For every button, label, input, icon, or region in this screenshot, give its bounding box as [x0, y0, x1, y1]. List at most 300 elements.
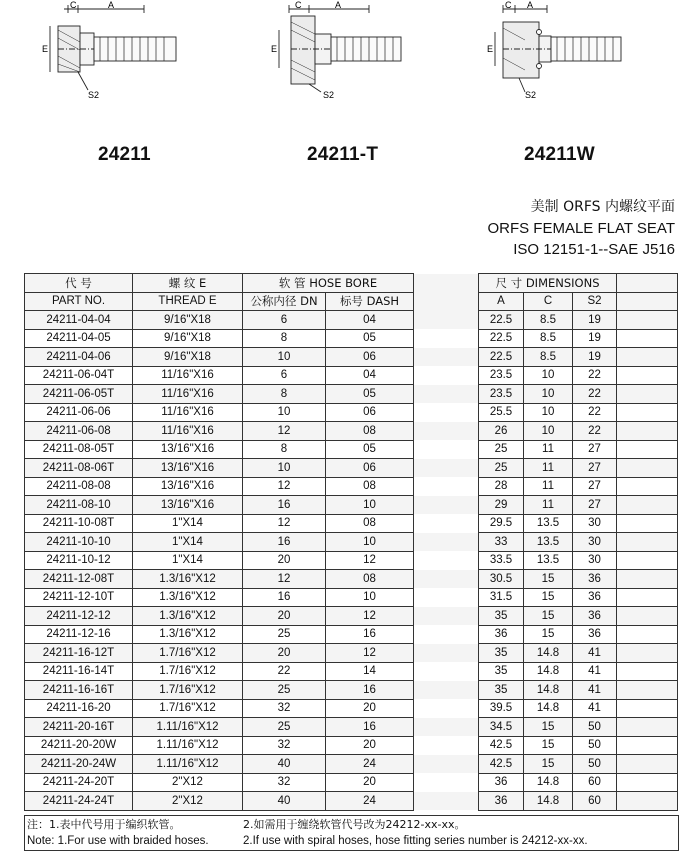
cell-dim-a: 35 [479, 681, 524, 700]
label-c: C [295, 0, 302, 10]
cell-part-no: 24211-08-08 [25, 477, 133, 496]
cell-dim-c: 15 [524, 625, 573, 644]
cell-gap [414, 533, 479, 552]
cell-dash: 06 [326, 348, 414, 367]
cell-dn: 20 [243, 644, 326, 663]
table-row [25, 514, 678, 533]
table-row [25, 718, 678, 737]
cell-dn: 10 [243, 459, 326, 478]
cell-part-no: 24211-24-20T [25, 773, 133, 792]
table-row [25, 662, 678, 681]
cell-thread: 1.11/16"X12 [133, 718, 243, 737]
cell-gap [414, 736, 479, 755]
cell-part-no: 24211-10-12 [25, 551, 133, 570]
cell-dim-c: 13.5 [524, 551, 573, 570]
model-label-24211: 24211 [98, 144, 151, 165]
table-row [25, 366, 678, 385]
cell-thread: 2"X12 [133, 773, 243, 792]
header-dn: 公称内径 DN [243, 292, 326, 311]
cell-dim-c: 11 [524, 477, 573, 496]
cell-part-no: 24211-12-08T [25, 570, 133, 589]
cell-dim-c: 14.8 [524, 662, 573, 681]
table-row [25, 681, 678, 700]
cell-part-no: 24211-04-06 [25, 348, 133, 367]
cell-gap [414, 755, 479, 774]
cell-thread: 1.7/16"X12 [133, 681, 243, 700]
cell-thread: 1.11/16"X12 [133, 736, 243, 755]
cell-thread: 11/16"X16 [133, 422, 243, 441]
cell-dim-c: 15 [524, 607, 573, 626]
spec-standard: ISO 12151-1--SAE J516 [513, 241, 675, 258]
cell-dim-s2: 19 [573, 329, 617, 348]
label-c: C [505, 0, 512, 10]
cell-dim-a: 25 [479, 440, 524, 459]
cell-dim-s2: 27 [573, 496, 617, 515]
cell-blank [617, 773, 678, 792]
cell-gap [414, 348, 479, 367]
cell-blank [617, 588, 678, 607]
cell-thread: 1"X14 [133, 551, 243, 570]
cell-part-no: 24211-12-12 [25, 607, 133, 626]
table-row [25, 311, 678, 330]
cell-blank [617, 699, 678, 718]
cell-blank [617, 422, 678, 441]
cell-part-no: 24211-20-24W [25, 755, 133, 774]
cell-dim-s2: 22 [573, 403, 617, 422]
cell-gap [414, 514, 479, 533]
header-dimensions: 尺 寸 DIMENSIONS [479, 274, 617, 293]
cell-part-no: 24211-16-12T [25, 644, 133, 663]
cell-dim-s2: 50 [573, 736, 617, 755]
cell-thread: 9/16"X18 [133, 329, 243, 348]
cell-dim-s2: 27 [573, 459, 617, 478]
cell-dim-a: 36 [479, 792, 524, 811]
cell-dim-s2: 50 [573, 718, 617, 737]
cell-dn: 22 [243, 662, 326, 681]
cell-dn: 8 [243, 329, 326, 348]
header-thread-cn: 螺 纹 E [133, 274, 243, 293]
cell-dim-s2: 36 [573, 625, 617, 644]
cell-dim-s2: 27 [573, 477, 617, 496]
table-row [25, 440, 678, 459]
cell-dim-c: 14.8 [524, 792, 573, 811]
cell-blank [617, 403, 678, 422]
cell-gap [414, 422, 479, 441]
cell-dim-a: 36 [479, 625, 524, 644]
cell-gap [414, 588, 479, 607]
cell-part-no: 24211-20-20W [25, 736, 133, 755]
label-e: E [271, 44, 278, 54]
cell-dim-a: 35 [479, 644, 524, 663]
notes [24, 815, 679, 851]
cell-thread: 1"X14 [133, 533, 243, 552]
table-row [25, 403, 678, 422]
cell-gap [414, 551, 479, 570]
cell-dn: 40 [243, 755, 326, 774]
cell-thread: 1"X14 [133, 514, 243, 533]
cell-dim-a: 42.5 [479, 755, 524, 774]
cell-dim-a: 39.5 [479, 699, 524, 718]
cell-dim-a: 34.5 [479, 718, 524, 737]
cell-dash: 10 [326, 496, 414, 515]
cell-part-no: 24211-08-06T [25, 459, 133, 478]
cell-dash: 08 [326, 477, 414, 496]
cell-dn: 10 [243, 403, 326, 422]
cell-dim-c: 11 [524, 496, 573, 515]
cell-blank [617, 385, 678, 404]
cell-blank [617, 551, 678, 570]
table-row [25, 459, 678, 478]
cell-dim-a: 26 [479, 422, 524, 441]
note-en-1: Note: 1.For use with braided hoses. [27, 835, 209, 847]
cell-dim-a: 29.5 [479, 514, 524, 533]
cell-part-no: 24211-12-16 [25, 625, 133, 644]
cell-part-no: 24211-10-10 [25, 533, 133, 552]
cell-dash: 10 [326, 533, 414, 552]
cell-blank [617, 311, 678, 330]
cell-thread: 1.3/16"X12 [133, 607, 243, 626]
cell-dim-c: 15 [524, 570, 573, 589]
cell-gap [414, 477, 479, 496]
header-part-en: PART NO. [25, 292, 133, 311]
label-s2: S2 [525, 90, 537, 100]
note-en-2: 2.If use with spiral hoses, hose fitting series number is 24212-xx-xx. [243, 835, 588, 847]
cell-dim-s2: 41 [573, 644, 617, 663]
label-a: A [108, 0, 115, 10]
cell-thread: 11/16"X16 [133, 366, 243, 385]
cell-blank [617, 625, 678, 644]
label-c: C [70, 0, 77, 10]
table-row [25, 792, 678, 811]
cell-blank [617, 662, 678, 681]
cell-dn: 32 [243, 736, 326, 755]
cell-dim-s2: 22 [573, 366, 617, 385]
cell-blank [617, 477, 678, 496]
cell-dim-s2: 30 [573, 533, 617, 552]
cell-dim-s2: 50 [573, 755, 617, 774]
cell-dash: 08 [326, 570, 414, 589]
cell-dn: 32 [243, 773, 326, 792]
spec-block [487, 197, 675, 260]
cell-part-no: 24211-06-08 [25, 422, 133, 441]
label-a: A [335, 0, 342, 10]
cell-part-no: 24211-10-08T [25, 514, 133, 533]
cell-gap [414, 440, 479, 459]
cell-part-no: 24211-24-24T [25, 792, 133, 811]
cell-part-no: 24211-16-14T [25, 662, 133, 681]
header-blank [617, 274, 678, 293]
cell-dash: 05 [326, 440, 414, 459]
cell-dn: 16 [243, 496, 326, 515]
cell-dim-a: 33 [479, 533, 524, 552]
table-row [25, 699, 678, 718]
cell-thread: 1.11/16"X12 [133, 755, 243, 774]
cell-blank [617, 681, 678, 700]
cell-dash: 20 [326, 773, 414, 792]
cell-part-no: 24211-06-05T [25, 385, 133, 404]
fitting-drawing-24211 [40, 0, 180, 100]
cell-part-no: 24211-04-05 [25, 329, 133, 348]
cell-part-no: 24211-06-04T [25, 366, 133, 385]
table-body [25, 311, 678, 811]
cell-dim-s2: 36 [573, 570, 617, 589]
table-row [25, 551, 678, 570]
cell-dash: 16 [326, 681, 414, 700]
cell-dim-a: 25.5 [479, 403, 524, 422]
cell-gap [414, 644, 479, 663]
cell-blank [617, 329, 678, 348]
cell-dash: 06 [326, 459, 414, 478]
cell-dim-c: 15 [524, 755, 573, 774]
note-cn-2: 2.如需用于缠绕软管代号改为24212-xx-xx。 [243, 818, 466, 831]
cell-thread: 11/16"X16 [133, 385, 243, 404]
cell-dim-s2: 36 [573, 607, 617, 626]
table-row [25, 588, 678, 607]
table-row [25, 329, 678, 348]
cell-dim-s2: 19 [573, 348, 617, 367]
cell-dash: 24 [326, 792, 414, 811]
cell-dim-a: 22.5 [479, 311, 524, 330]
cell-dn: 12 [243, 514, 326, 533]
model-label-24211-t: 24211-T [307, 144, 379, 165]
cell-dim-c: 13.5 [524, 514, 573, 533]
dimensions-table [24, 273, 678, 811]
cell-dn: 20 [243, 607, 326, 626]
cell-dash: 08 [326, 422, 414, 441]
header-part-cn: 代 号 [25, 274, 133, 293]
cell-dn: 12 [243, 477, 326, 496]
cell-dim-c: 11 [524, 440, 573, 459]
cell-dim-a: 33.5 [479, 551, 524, 570]
cell-dim-a: 23.5 [479, 385, 524, 404]
cell-dn: 6 [243, 311, 326, 330]
cell-part-no: 24211-08-10 [25, 496, 133, 515]
cell-dim-c: 8.5 [524, 348, 573, 367]
cell-dim-a: 22.5 [479, 348, 524, 367]
cell-dim-c: 15 [524, 718, 573, 737]
cell-dim-a: 36 [479, 773, 524, 792]
cell-blank [617, 570, 678, 589]
cell-thread: 1.3/16"X12 [133, 588, 243, 607]
header-a: A [479, 292, 524, 311]
cell-part-no: 24211-08-05T [25, 440, 133, 459]
cell-gap [414, 681, 479, 700]
cell-blank [617, 718, 678, 737]
cell-dim-s2: 41 [573, 699, 617, 718]
cell-dim-c: 14.8 [524, 681, 573, 700]
cell-dash: 05 [326, 385, 414, 404]
cell-blank [617, 459, 678, 478]
header-thread-en: THREAD E [133, 292, 243, 311]
cell-dim-c: 13.5 [524, 533, 573, 552]
cell-gap [414, 662, 479, 681]
cell-dim-s2: 60 [573, 773, 617, 792]
cell-dash: 04 [326, 311, 414, 330]
cell-dash: 12 [326, 644, 414, 663]
cell-part-no: 24211-12-10T [25, 588, 133, 607]
cell-dn: 6 [243, 366, 326, 385]
cell-blank [617, 440, 678, 459]
header-dash: 标号 DASH [326, 292, 414, 311]
cell-gap [414, 607, 479, 626]
cell-dn: 12 [243, 570, 326, 589]
cell-dim-c: 8.5 [524, 311, 573, 330]
cell-blank [617, 496, 678, 515]
model-label-24211w: 24211W [524, 144, 595, 165]
cell-dim-s2: 41 [573, 681, 617, 700]
label-s2: S2 [323, 90, 335, 100]
table-row [25, 644, 678, 663]
cell-thread: 9/16"X18 [133, 348, 243, 367]
cell-part-no: 24211-20-16T [25, 718, 133, 737]
cell-dim-a: 31.5 [479, 588, 524, 607]
cell-dim-c: 14.8 [524, 644, 573, 663]
spec-title-cn: 美制 ORFS 内螺纹平面 [530, 199, 675, 215]
cell-dn: 16 [243, 588, 326, 607]
cell-part-no: 24211-06-06 [25, 403, 133, 422]
cell-dn: 8 [243, 440, 326, 459]
cell-gap [414, 329, 479, 348]
cell-dim-c: 15 [524, 588, 573, 607]
cell-dash: 24 [326, 755, 414, 774]
cell-gap [414, 496, 479, 515]
cell-dash: 10 [326, 588, 414, 607]
cell-dash: 14 [326, 662, 414, 681]
cell-gap [414, 459, 479, 478]
table-row [25, 348, 678, 367]
cell-part-no: 24211-16-20 [25, 699, 133, 718]
cell-dash: 05 [326, 329, 414, 348]
cell-part-no: 24211-04-04 [25, 311, 133, 330]
cell-thread: 13/16"X16 [133, 477, 243, 496]
cell-dash: 04 [326, 366, 414, 385]
cell-dim-s2: 60 [573, 792, 617, 811]
cell-gap [414, 311, 479, 330]
fitting-drawing-24211w [485, 0, 625, 100]
cell-gap [414, 718, 479, 737]
cell-dn: 10 [243, 348, 326, 367]
cell-thread: 2"X12 [133, 792, 243, 811]
cell-blank [617, 514, 678, 533]
cell-dim-a: 22.5 [479, 329, 524, 348]
cell-dn: 25 [243, 718, 326, 737]
cell-dim-a: 30.5 [479, 570, 524, 589]
cell-blank [617, 533, 678, 552]
cell-dn: 8 [243, 385, 326, 404]
cell-dn: 40 [243, 792, 326, 811]
cell-dim-a: 25 [479, 459, 524, 478]
cell-dn: 25 [243, 681, 326, 700]
cell-dim-c: 10 [524, 366, 573, 385]
spec-title-en: ORFS FEMALE FLAT SEAT [487, 220, 675, 237]
cell-gap [414, 570, 479, 589]
cell-gap [414, 792, 479, 811]
header-hose-bore: 软 管 HOSE BORE [243, 274, 414, 293]
cell-dash: 12 [326, 607, 414, 626]
cell-dn: 16 [243, 533, 326, 552]
header-blank [617, 292, 678, 311]
cell-dim-c: 11 [524, 459, 573, 478]
cell-dn: 32 [243, 699, 326, 718]
cell-thread: 13/16"X16 [133, 440, 243, 459]
table-row [25, 755, 678, 774]
cell-thread: 1.7/16"X12 [133, 699, 243, 718]
cell-dim-s2: 41 [573, 662, 617, 681]
cell-thread: 9/16"X18 [133, 311, 243, 330]
cell-gap [414, 385, 479, 404]
cell-part-no: 24211-16-16T [25, 681, 133, 700]
cell-dim-a: 42.5 [479, 736, 524, 755]
cell-dim-c: 14.8 [524, 699, 573, 718]
cell-dim-c: 10 [524, 403, 573, 422]
cell-thread: 1.7/16"X12 [133, 662, 243, 681]
cell-dim-a: 35 [479, 607, 524, 626]
table-gap [414, 274, 479, 311]
label-a: A [527, 0, 534, 10]
cell-dash: 08 [326, 514, 414, 533]
cell-dash: 16 [326, 718, 414, 737]
label-s2: S2 [88, 90, 100, 100]
table-row [25, 570, 678, 589]
cell-gap [414, 699, 479, 718]
header-c: C [524, 292, 573, 311]
cell-dim-s2: 19 [573, 311, 617, 330]
cell-gap [414, 625, 479, 644]
table-row [25, 385, 678, 404]
cell-dim-s2: 27 [573, 440, 617, 459]
cell-blank [617, 644, 678, 663]
cell-dash: 16 [326, 625, 414, 644]
table-row [25, 773, 678, 792]
table-row [25, 625, 678, 644]
cell-gap [414, 403, 479, 422]
cell-blank [617, 607, 678, 626]
cell-dn: 12 [243, 422, 326, 441]
cell-dash: 12 [326, 551, 414, 570]
cell-blank [617, 366, 678, 385]
table-row [25, 477, 678, 496]
cell-thread: 13/16"X16 [133, 496, 243, 515]
cell-dn: 20 [243, 551, 326, 570]
cell-dn: 25 [243, 625, 326, 644]
label-e: E [487, 44, 494, 54]
note-cn-1: 注：1.表中代号用于编织软管。 [27, 818, 181, 831]
cell-dim-a: 23.5 [479, 366, 524, 385]
cell-dim-c: 10 [524, 385, 573, 404]
cell-dim-a: 28 [479, 477, 524, 496]
cell-dim-s2: 30 [573, 551, 617, 570]
table-row [25, 422, 678, 441]
cell-dim-s2: 22 [573, 385, 617, 404]
fitting-drawing-24211-t [265, 0, 405, 100]
cell-dim-a: 29 [479, 496, 524, 515]
cell-dim-s2: 30 [573, 514, 617, 533]
cell-blank [617, 348, 678, 367]
table-row [25, 736, 678, 755]
cell-blank [617, 792, 678, 811]
cell-thread: 1.3/16"X12 [133, 570, 243, 589]
cell-blank [617, 736, 678, 755]
table-row [25, 496, 678, 515]
header-s2: S2 [573, 292, 617, 311]
cell-thread: 13/16"X16 [133, 459, 243, 478]
cell-dim-c: 14.8 [524, 773, 573, 792]
cell-dim-a: 35 [479, 662, 524, 681]
cell-dash: 20 [326, 736, 414, 755]
cell-dim-s2: 22 [573, 422, 617, 441]
cell-thread: 11/16"X16 [133, 403, 243, 422]
cell-gap [414, 773, 479, 792]
